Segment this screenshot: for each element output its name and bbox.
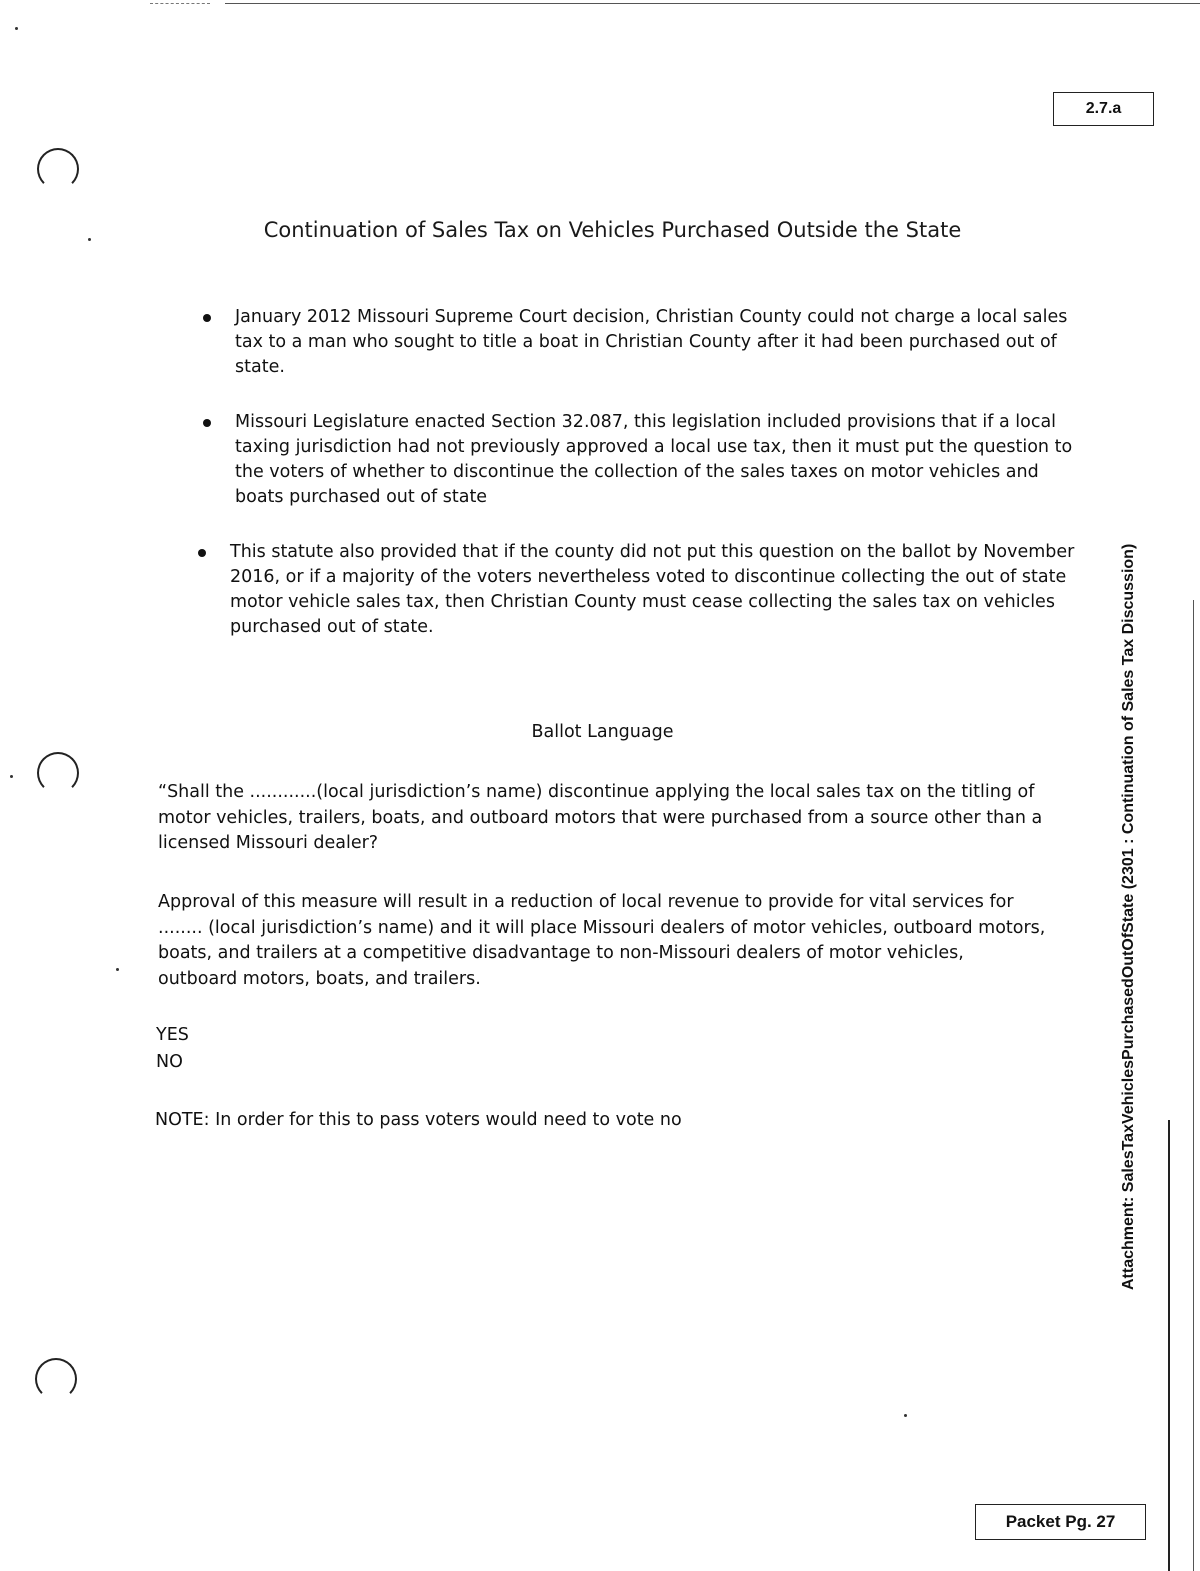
- scan-right-rule: [1193, 600, 1194, 1571]
- ballot-question: “Shall the ............(local jurisdiction’s name) discontinue applying the local sales tax on the titling of motor vehicles, trailers, boats, and outboard motors that were purchased from a source other than a licensed Missouri dealer?: [158, 782, 1043, 853]
- ballot-option-yes: YES: [156, 1025, 189, 1045]
- bullet-item: [200, 410, 1080, 510]
- ballot-note: NOTE: In order for this to pass voters would need to vote no: [155, 1110, 682, 1130]
- bullet-item: [200, 305, 1080, 380]
- bullet-text: This statute also provided that if the county did not put this question on the ballot by November 2016, or if a majority of the voters nevertheless voted to discontinue collecting the out of state motor vehicle sales tax, then Christian County must cease collecting the sales tax on vehicles purchased out of state.: [230, 542, 1075, 637]
- bullet-icon: [203, 419, 211, 427]
- punch-hole-top: [37, 148, 79, 190]
- ballot-statement: Approval of this measure will result in a reduction of local revenue to provide for vital services for ........ (local jurisdiction’s name) and it will place Missouri dealers of motor vehicles, outboard motors, boats, and trailers at a competitive disadvantage to non-Missouri dealers of motor vehicles, outboard motors, boats, and trailers.: [158, 892, 1046, 989]
- bullet-icon: [203, 314, 211, 322]
- bullet-text: January 2012 Missouri Supreme Court decision, Christian County could not charge a local sales tax to a man who sought to title a boat in Christian County after it had been purchased out of state.: [235, 307, 1068, 377]
- scan-speck: [15, 27, 18, 30]
- ballot-language-heading: Ballot Language: [531, 722, 674, 742]
- scan-speck: [88, 238, 91, 241]
- punch-hole-middle: [37, 752, 79, 794]
- scan-speck: [10, 775, 13, 778]
- agenda-item-number: 2.7.a: [1053, 92, 1154, 126]
- bullet-item: [195, 540, 1080, 640]
- bullet-text: Missouri Legislature enacted Section 32.087, this legislation included provisions that if a local taxing jurisdiction had not previously approved a local use tax, then it must put the question to the voters of whether to discontinue the collection of the sales taxes on motor vehicles and boats purchased out of state: [235, 412, 1073, 507]
- attachment-side-label: Attachment: SalesTaxVehiclesPurchasedOutOfState (2301 : Continuation of Sales Tax Discussion): [1120, 543, 1137, 1290]
- packet-page-number: Packet Pg. 27: [975, 1504, 1146, 1540]
- scan-edge-mark: [150, 3, 210, 5]
- scan-right-rule-dark: [1168, 1120, 1170, 1571]
- punch-hole-bottom: [35, 1358, 77, 1400]
- scan-edge-line: [225, 3, 1200, 4]
- background-bullet-list: [200, 305, 1080, 640]
- scan-speck: [116, 968, 119, 971]
- ballot-option-no: NO: [156, 1052, 183, 1072]
- document-title: Continuation of Sales Tax on Vehicles Purchased Outside the State: [263, 218, 962, 242]
- scan-speck: [904, 1414, 907, 1417]
- bullet-icon: [198, 549, 206, 557]
